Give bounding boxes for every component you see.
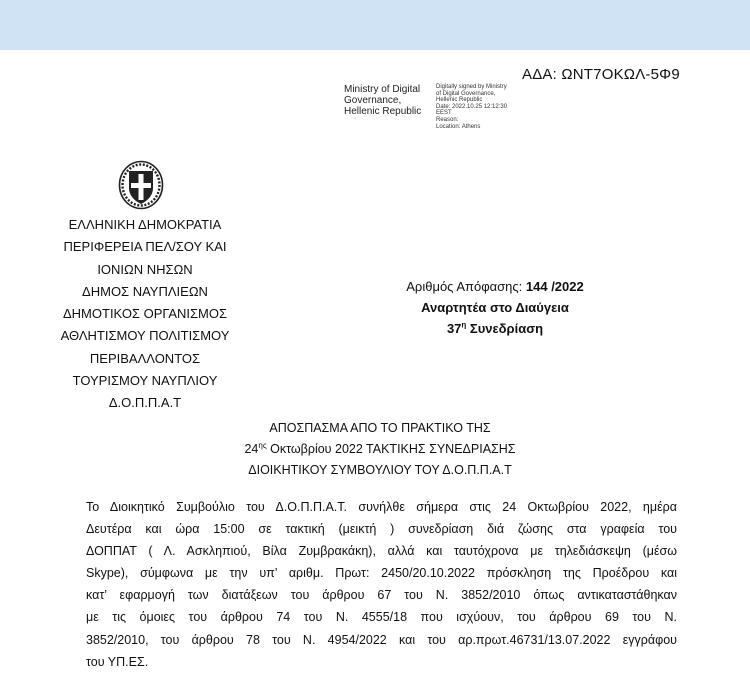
body-line: 3852/2010, του άρθρου 78 του Ν. 4954/2022 και του αρ.πρωτ.46731/13.07.2022 εγγράφου bbox=[86, 632, 677, 647]
extract-heading bbox=[150, 418, 610, 481]
authority-line: ΠΕΡΙΒΑΛΛΟΝΤΟΣ bbox=[89, 350, 201, 366]
signature-details bbox=[436, 84, 507, 130]
body-paragraph bbox=[86, 496, 677, 673]
signature-detail-line: Hellenic Republic bbox=[436, 97, 483, 104]
decision-number-label: Αριθμός Απόφασης: bbox=[406, 279, 526, 294]
issuing-authority bbox=[40, 214, 250, 415]
decision-block bbox=[375, 276, 615, 339]
authority-line: ΙΟΝΙΩΝ ΝΗΣΩΝ bbox=[97, 261, 193, 277]
body-line: του ΥΠ.ΕΣ. bbox=[86, 654, 149, 669]
session-number: $37^\eta$ Συνεδρίαση bbox=[446, 320, 544, 336]
authority-line: Δ.Ο.Π.Π.Α.Τ bbox=[108, 395, 182, 411]
extract-line: $24^{\eta\varsigma}$ Οκτωβρίου 2022 ΤΑΚΤΙΚΗΣ ΣΥΝΕΔΡΙΑΣΗΣ bbox=[244, 440, 516, 456]
body-line: με τις όμοιες του άρθρου 74 του Ν. 4555/18 που ισχύουν, του άρθρου 69 του Ν. bbox=[86, 610, 677, 625]
extract-line: ΑΠΟΣΠΑΣΜΑ ΑΠΟ ΤΟ ΠΡΑΚΤΙΚΟ ΤΗΣ bbox=[269, 421, 491, 435]
decision-number bbox=[375, 276, 615, 297]
body-line: ΔΟΠΠΑΤ ( Λ. Ασκληπιού, Βίλα Ζυμβρακάκη), αλλά και ταυτόχρονα με τηλεδιάσκεψη (μέσω bbox=[86, 544, 677, 559]
authority-line: ΕΛΛΗΝΙΚΗ ΔΗΜΟΚΡΑΤΙΑ bbox=[68, 217, 222, 232]
authority-line: ΤΟΥΡΙΣΜΟΥ ΝΑΥΠΛΙΟΥ bbox=[72, 373, 218, 389]
signature-signer-line: Hellenic Republic bbox=[344, 106, 422, 117]
body-line: κατ’ εφαρμογή των διατάξεων του άρθρου 67 του Ν. 3852/2010 όπως αντικαταστάθηκαν bbox=[86, 588, 677, 603]
signature-detail-line: Digitally signed by Ministry bbox=[436, 84, 507, 90]
ada-code: ΑΔΑ: ΩΝΤ7ΟΚΩΛ-5Φ9 bbox=[522, 66, 680, 83]
signature-detail-line: Location: Athens bbox=[436, 123, 481, 130]
signature-detail-line: of Digital Governance, bbox=[436, 90, 496, 97]
decision-number-value: 144 /2022 bbox=[525, 279, 584, 294]
authority-line: ΑΘΛΗΤΙΣΜΟΥ ΠΟΛΙΤΙΣΜΟΥ bbox=[60, 328, 230, 344]
signature-detail-line: EEST bbox=[436, 110, 452, 117]
signature-signer-line: Ministry of Digital bbox=[344, 84, 421, 95]
signature-signer-line: Governance, bbox=[344, 95, 402, 106]
signature-detail-line: Date: 2022.10.25 12:12:30 bbox=[436, 103, 508, 110]
body-line: Skype), σύμφωνα με την υπ’ αριθμ. Πρωτ: 2450/20.10.2022 πρόσκληση της Προέδρου και bbox=[86, 566, 677, 581]
posting-notice: Αναρτητέα στο Διαύγεια bbox=[421, 300, 569, 315]
greek-coat-of-arms-icon bbox=[118, 160, 164, 210]
body-line: Το Διοικητικό Συμβούλιο του Δ.Ο.Π.Π.Α.Τ. συνήλθε σήμερα στις 24 Οκτωβρίου 2022, ημέρα bbox=[86, 500, 677, 514]
top-banner bbox=[0, 0, 750, 50]
authority-line: ΠΕΡΙΦΕΡΕΙΑ ΠΕΛ/ΣΟΥ ΚΑΙ bbox=[63, 239, 227, 255]
signature-detail-line: Reason: bbox=[436, 116, 459, 123]
authority-line: ΔΗΜΟΤΙΚΟΣ ΟΡΓΑΝΙΣΜΟΣ bbox=[62, 306, 228, 322]
authority-line: ΔΗΜΟΣ ΝΑΥΠΛΙΕΩΝ bbox=[82, 283, 208, 299]
body-line: Δευτέρα και ώρα 15:00 σε τακτική (μεικτή ) συνεδρίαση διά ζώσης στα γραφεία του bbox=[86, 522, 677, 537]
signature-signer bbox=[344, 84, 421, 117]
extract-line: ΔΙΟΙΚΗΤΙΚΟΥ ΣΥΜΒΟΥΛΙΟΥ ΤΟΥ Δ.Ο.Π.Π.Α.Τ bbox=[248, 463, 512, 477]
